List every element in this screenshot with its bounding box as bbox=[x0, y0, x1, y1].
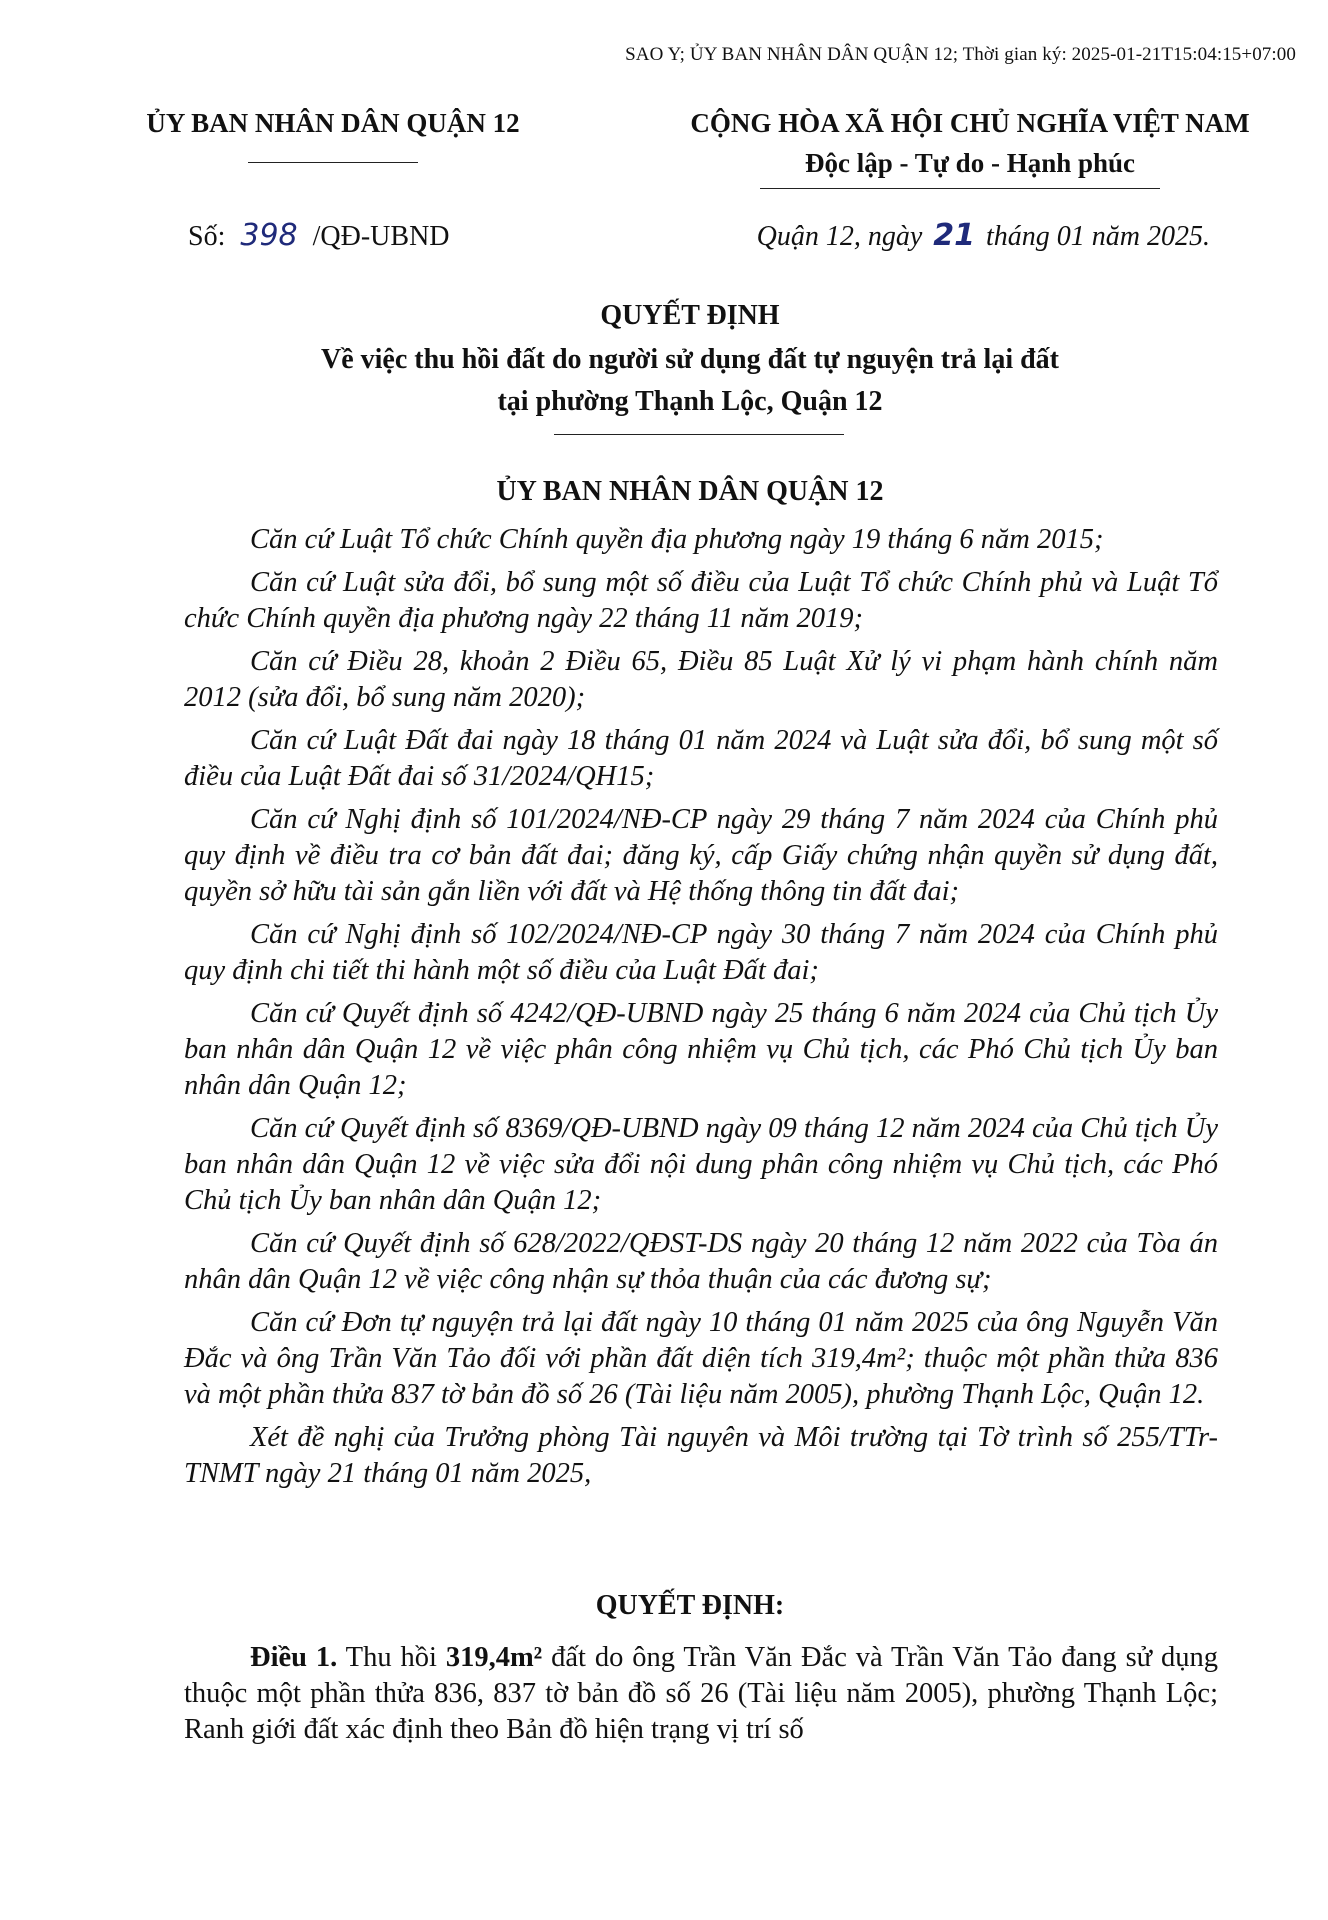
legal-basis-item: Căn cứ Điều 28, khoản 2 Điều 65, Điều 85 Luật Xử lý vi phạm hành chính năm 2012 (sửa đổi, bổ sung năm 2020); bbox=[184, 646, 1218, 713]
legal-basis-item: Xét đề nghị của Trưởng phòng Tài nguyên và Môi trường tại Tờ trình số 255/TTr-TNMT ngày 21 tháng 01 năm 2025, bbox=[184, 1422, 1218, 1489]
article-1-label: Điều 1. bbox=[250, 1642, 338, 1673]
decision-heading: QUYẾT ĐỊNH: bbox=[595, 1590, 785, 1621]
motto-underline bbox=[760, 188, 1160, 189]
legal-basis-section bbox=[184, 522, 1218, 1499]
digital-signature-stamp: SAO Y; ỦY BAN NHÂN DÂN QUẬN 12; Thời gian ký: 2025-01-21T15:04:15+07:00 bbox=[625, 44, 1296, 65]
article-1 bbox=[184, 1640, 1218, 1748]
national-motto: Độc lập - Tự do - Hạnh phúc bbox=[804, 148, 1136, 178]
legal-basis-item: Căn cứ Quyết định số 628/2022/QĐST-DS ngày 20 tháng 12 năm 2022 của Tòa án nhân dân Quận 12 về việc công nhận sự thỏa thuận của các đương sự; bbox=[184, 1228, 1218, 1295]
date-day-handwritten: 21 bbox=[933, 218, 975, 253]
subject-underline bbox=[554, 434, 844, 435]
article-1-text-a: Thu hồi bbox=[345, 1642, 437, 1673]
legal-basis-item: Căn cứ Nghị định số 102/2024/NĐ-CP ngày 30 tháng 7 năm 2024 của Chính phủ quy định chi tiết thi hành một số điều của Luật Đất đai; bbox=[184, 919, 1218, 986]
national-title: CỘNG HÒA XÃ HỘI CHỦ NGHĨA VIỆT NAM bbox=[690, 108, 1250, 138]
legal-basis-item: Căn cứ Đơn tự nguyện trả lại đất ngày 10 tháng 01 năm 2025 của ông Nguyễn Văn Đắc và ông Trần Văn Tảo đối với phần đất diện tích 319,4m²; thuộc một phần thửa 836 và một phần thửa 837 tờ bản đồ số 26 (Tài liệu năm 2005), phường Thạnh Lộc, Quận 12. bbox=[184, 1307, 1218, 1410]
agency-underline bbox=[248, 162, 418, 163]
article-1-text-b: đất do ông Trần Văn Đắc và Trần Văn Tảo đang sử dụng thuộc một phần thửa 836, 837 tờ bản đồ số 26 (Tài liệu năm 2005), phường Thạnh Lộc; Ranh giới đất xác định theo Bản đồ hiện trạng vị trí số bbox=[184, 1642, 1219, 1745]
date-prefix: Quận 12, ngày bbox=[756, 221, 923, 252]
legal-basis-item: Căn cứ Quyết định số 8369/QĐ-UBND ngày 09 tháng 12 năm 2024 của Chủ tịch Ủy ban nhân dân Quận 12 về việc sửa đổi nội dung phân công nhiệm vụ Chủ tịch, các Phó Chủ tịch Ủy ban nhân dân Quận 12; bbox=[184, 1113, 1218, 1216]
legal-basis-item: Căn cứ Luật Đất đai ngày 18 tháng 01 năm 2024 và Luật sửa đổi, bổ sung một số điều của Luật Đất đai số 31/2024/QH15; bbox=[184, 725, 1218, 792]
document-number bbox=[188, 218, 450, 253]
issuer-heading: ỦY BAN NHÂN DÂN QUẬN 12 bbox=[496, 476, 884, 507]
legal-basis-item: Căn cứ Quyết định số 4242/QĐ-UBND ngày 25 tháng 6 năm 2024 của Chủ tịch Ủy ban nhân dân Quận 12 về việc phân công nhiệm vụ Chủ tịch, các Phó Chủ tịch Ủy ban nhân dân Quận 12; bbox=[184, 998, 1218, 1101]
legal-basis-item: Căn cứ Luật sửa đổi, bổ sung một số điều của Luật Tổ chức Chính phủ và Luật Tổ chức Chính quyền địa phương ngày 22 tháng 11 năm 2019; bbox=[184, 567, 1218, 634]
doc-no-suffix: /QĐ-UBND bbox=[312, 221, 450, 252]
article-1-area: 319,4m² bbox=[445, 1642, 543, 1673]
document-date bbox=[757, 218, 1210, 253]
legal-basis-item: Căn cứ Luật Tổ chức Chính quyền địa phương ngày 19 tháng 6 năm 2015; bbox=[250, 524, 1104, 555]
legal-basis-item: Căn cứ Nghị định số 101/2024/NĐ-CP ngày 29 tháng 7 năm 2024 của Chính phủ quy định về điều tra cơ bản đất đai; đăng ký, cấp Giấy chứng nhận quyền sử dụng đất, quyền sở hữu tài sản gắn liền với đất và Hệ thống thông tin đất đai; bbox=[184, 804, 1218, 907]
document-subject-line2: tại phường Thạnh Lộc, Quận 12 bbox=[497, 386, 883, 417]
issuing-agency: ỦY BAN NHÂN DÂN QUẬN 12 bbox=[146, 108, 520, 138]
doc-no-handwritten: 398 bbox=[240, 218, 298, 253]
document-type: QUYẾT ĐỊNH bbox=[600, 300, 780, 331]
doc-no-prefix: Số: bbox=[188, 221, 226, 252]
date-suffix: tháng 01 năm 2025. bbox=[986, 221, 1210, 252]
document-subject-line1: Về việc thu hồi đất do người sử dụng đất tự nguyện trả lại đất bbox=[320, 344, 1060, 375]
